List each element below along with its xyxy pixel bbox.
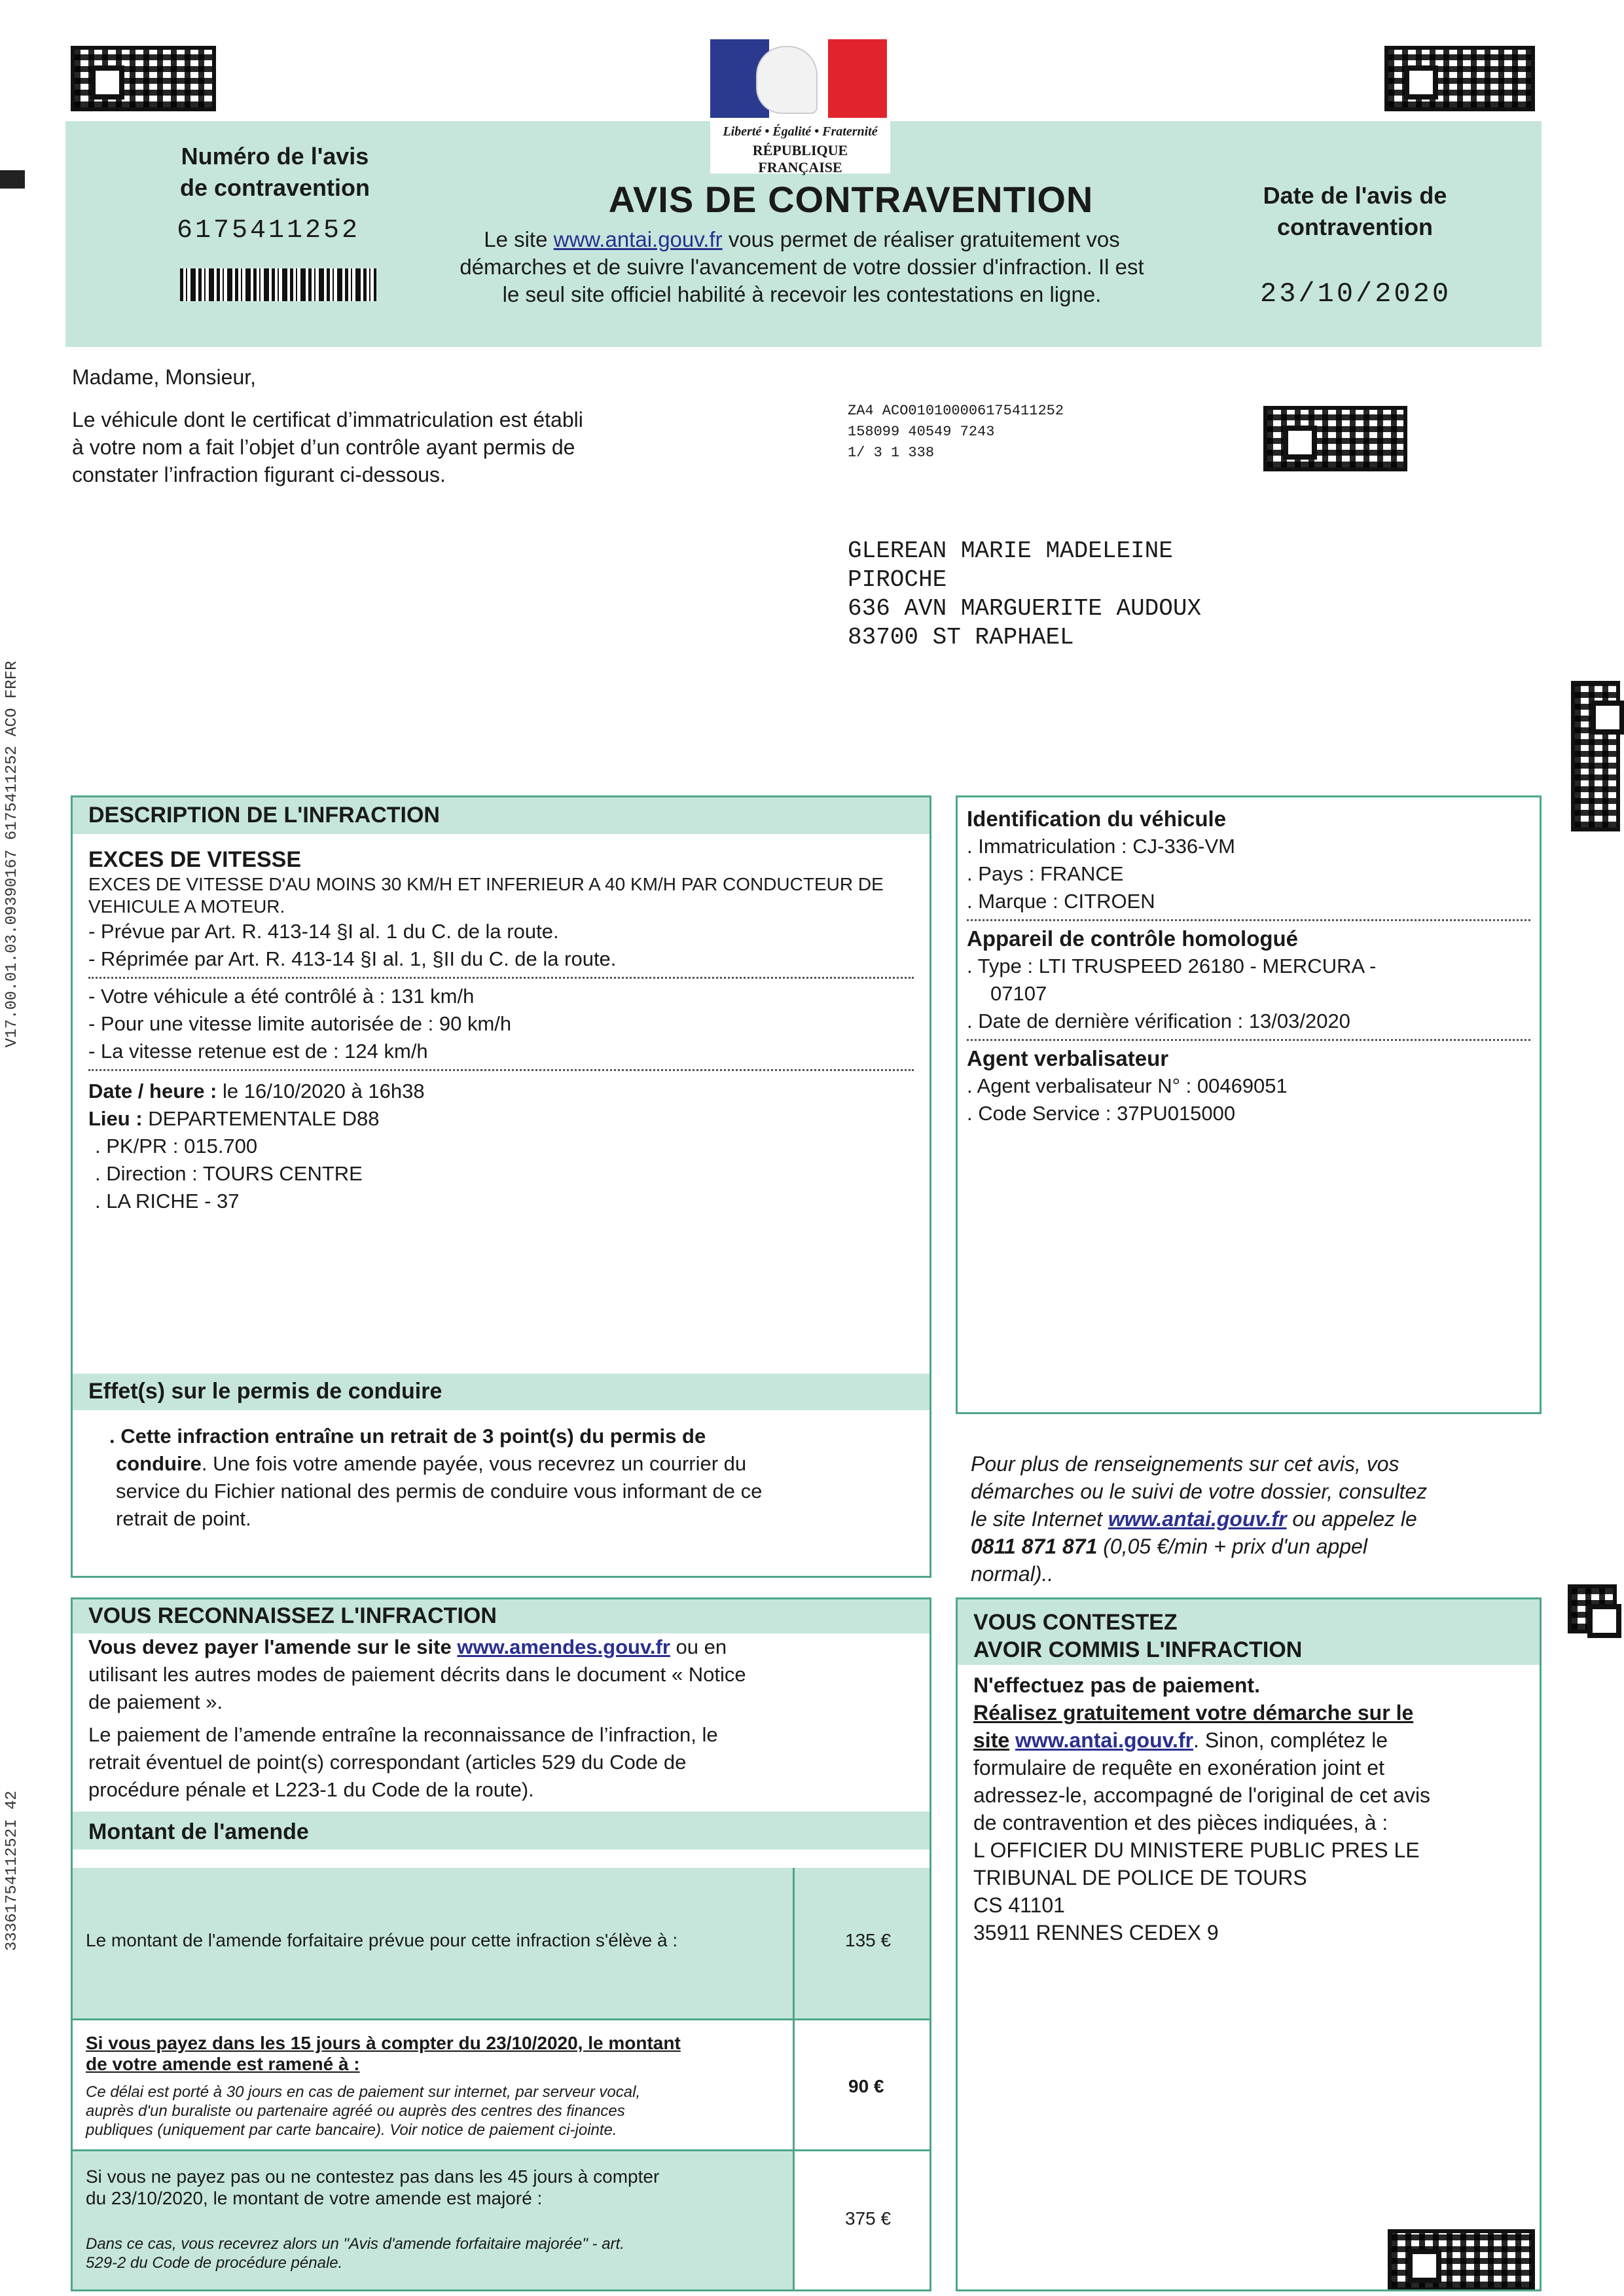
header-intro: Le site www.antai.gouv.fr vous permet de réaliser gratuitement vos démarches et de suivre l'avancement de votre dossier d'infraction. Il est le seul site officiel habilité à recevoir les contestations en ligne. (460, 227, 1144, 306)
republic-logo (710, 39, 890, 173)
antai-info-link[interactable]: www.antai.gouv.fr (1108, 1507, 1287, 1531)
infraction-detail: EXCES DE VITESSE D'AU MOINS 30 KM/H ET INFERIEUR A 40 KM/H PAR CONDUCTEUR DE VEHICULE A MOTEUR. (88, 874, 884, 917)
side-reference-top: V17.00.01.03.09390167 6175411252 ACO FRFR (3, 661, 21, 1048)
motto: Liberté • Égalité • Fraternité (723, 124, 878, 139)
amount-col-divider (793, 1868, 795, 2289)
letter-body: Le véhicule dont le certificat d’immatriculation est établi à votre nom a fait l’objet d’un contrôle ayant permis de constater l’infraction figurant ci-dessous. (72, 408, 583, 486)
payment-effect: Le paiement de l’amende entraîne la reconnaissance de l’infraction, le retrait éventuel de point(s) correspondant (articles 529 du Code de procédure pénale et L223-1 du Code de la route). (88, 1723, 718, 1801)
recognize-heading: VOUS RECONNAISSEZ L'INFRACTION (73, 1599, 929, 1633)
divider (88, 1069, 914, 1071)
increased-amount: 375 € (845, 2208, 892, 2229)
notice-date: 23/10/2020 (1260, 278, 1452, 310)
contest-instructions: N'effectuez pas de paiement. Réalisez gratuitement votre démarche sur le site www.antai.gouv.fr. Sinon, complétez le formulaire de requête en exonération joint et adressez-le, accompagné de l'original de cet avis de contravention et des pièces indiquées, à : L OFFICIER DU MINISTERE PUBLIC PRES LE TRIBUNAL DE POLICE DE TOURS CS 41101 35911 RENNES CEDEX 9 (958, 1665, 1540, 1946)
marianne-flag-icon (710, 39, 887, 118)
divider (967, 919, 1530, 921)
amount-table (73, 1868, 929, 2289)
side-reference-bottom: 3336175411252I 42 (3, 1791, 21, 1951)
reduced-amount: 90 € (848, 2076, 884, 2096)
antai-contest-link[interactable]: www.antai.gouv.fr (1015, 1728, 1194, 1752)
page-title: AVIS DE CONTRAVENTION (608, 179, 1094, 220)
reduced-amount-label: Si vous payez dans les 15 jours à compter du 23/10/2020, le montant de votre amende est ramené à : (86, 2033, 681, 2074)
increased-amount-label: Si vous ne payez pas ou ne contestez pas dans les 45 jours à compter du 23/10/2020, le montant de votre amende est majoré : (86, 2166, 660, 2208)
vehicle-box (956, 795, 1542, 1414)
place-details: . PK/PR : 015.700 . Direction : TOURS CENTRE . LA RICHE - 37 (95, 1135, 363, 1212)
vehicle-heading: Identification du véhicule (967, 807, 1227, 831)
republic-name: RÉPUBLIQUE FRANÇAISE (752, 142, 848, 175)
increased-amount-note: Dans ce cas, vous recevrez alors un "Avis d'amende forfaitaire majorée" - art. 529-2 du Code de procédure pénale. (86, 2235, 624, 2272)
amount-row-divider (73, 2149, 929, 2151)
infraction-place: Lieu : DEPARTEMENTALE D88 (88, 1107, 380, 1130)
vehicle-details: . Immatriculation : CJ-336-VM . Pays : FRANCE . Marque : CITROEN (967, 835, 1235, 913)
recipient-address: GLEREAN MARIE MADELEINE PIROCHE 636 AVN MARGUERITE AUDOUX 83700 ST RAPHAEL (848, 538, 1202, 651)
divider (88, 977, 914, 979)
recognize-box (71, 1597, 931, 2291)
amount-row-divider (73, 2018, 929, 2020)
amendes-link[interactable]: www.amendes.gouv.fr (457, 1635, 670, 1658)
amount-heading: Montant de l'amende (73, 1812, 929, 1850)
licence-effect: . Cette infraction entraîne un retrait de 3 point(s) du permis de conduire. Une fois votre amende payée, vous recevrez un courrier du service du Fichier national des permis de conduire vous informant de ce retrait de point. (109, 1425, 763, 1530)
infraction-articles: - Prévue par Art. R. 413-14 §I al. 1 du C. de la route. - Réprimée par Art. R. 413-14 §I al. 1, §II du C. de la route. (88, 920, 617, 970)
phone-number: 0811 871 871 (971, 1535, 1098, 1558)
reduced-amount-note: Ce délai est porté à 30 jours en cas de paiement sur internet, par serveur vocal, auprès d'un buraliste ou partenaire agréé ou auprès des centres des finances publiques (uniquement par carte bancaire). Voir notice de paiement ci-jointe. (86, 2083, 641, 2139)
qr-code-side-small (1568, 1584, 1617, 1633)
qr-code-top-right (1384, 46, 1535, 111)
contest-address: L OFFICIER DU MINISTERE PUBLIC PRES LE TRIBUNAL DE POLICE DE TOURS CS 41101 35911 RENNES CEDEX 9 (973, 1838, 1420, 1944)
speed-details: - Votre véhicule a été contrôlé à : 131 km/h - Pour une vitesse limite autorisée de : 90 km/h - La vitesse retenue est de : 124 km/h (88, 985, 512, 1063)
info-paragraph: Pour plus de renseignements sur cet avis, vos démarches ou le suivi de votre dossier, consultez le site Internet www.antai.gouv.fr ou appelez le 0811 871 871 (0,05 €/min + prix d'un appel normal).. (971, 1452, 1428, 1586)
licence-heading: Effet(s) sur le permis de conduire (73, 1374, 929, 1410)
agent-heading: Agent verbalisateur (967, 1046, 1169, 1070)
divider (967, 1039, 1530, 1041)
contest-box (956, 1597, 1542, 2291)
notice-barcode (180, 268, 376, 301)
notice-number: 6175411252 (177, 216, 361, 246)
device-heading: Appareil de contrôle homologué (967, 926, 1299, 951)
qr-code-address (1263, 406, 1407, 471)
margin-mark (0, 170, 25, 189)
infraction-datetime: Date / heure : le 16/10/2020 à 16h38 (88, 1080, 425, 1102)
infraction-description-box (71, 795, 931, 1578)
notice-date-label: Date de l'avis de contravention (1263, 182, 1447, 240)
agent-details: . Agent verbalisateur N° : 00469051 . Code Service : 37PU015000 (967, 1074, 1288, 1125)
infraction-title: EXCES DE VITESSE (88, 847, 301, 872)
contest-heading: VOUS CONTESTEZ AVOIR COMMIS L'INFRACTION (958, 1599, 1540, 1665)
routing-codes: ZA4 ACO010100006175411252 158099 40549 7243 1/ 3 1 338 (848, 403, 1064, 461)
pay-instructions: Vous devez payer l'amende sur le site www.amendes.gouv.fr ou en utilisant les autres modes de paiement décrits dans le document « Notice de paiement ». (88, 1635, 746, 1713)
qr-code-side (1571, 681, 1620, 831)
antai-link[interactable]: www.antai.gouv.fr (553, 227, 723, 251)
device-details: . Type : LTI TRUSPEED 26180 - MERCURA - 07107 . Date de dernière vérification : 13/03/2020 (967, 955, 1377, 1032)
infraction-heading: DESCRIPTION DE L'INFRACTION (73, 797, 929, 834)
qr-code-top-left (71, 46, 216, 111)
notice-number-label: Numéro de l'avis de contravention (179, 143, 370, 201)
fixed-amount-label: Le montant de l'amende forfaitaire prévue pour cette infraction s'élève à : (86, 1930, 678, 1950)
salutation: Madame, Monsieur, (72, 365, 257, 389)
fixed-amount: 135 € (845, 1930, 892, 1950)
